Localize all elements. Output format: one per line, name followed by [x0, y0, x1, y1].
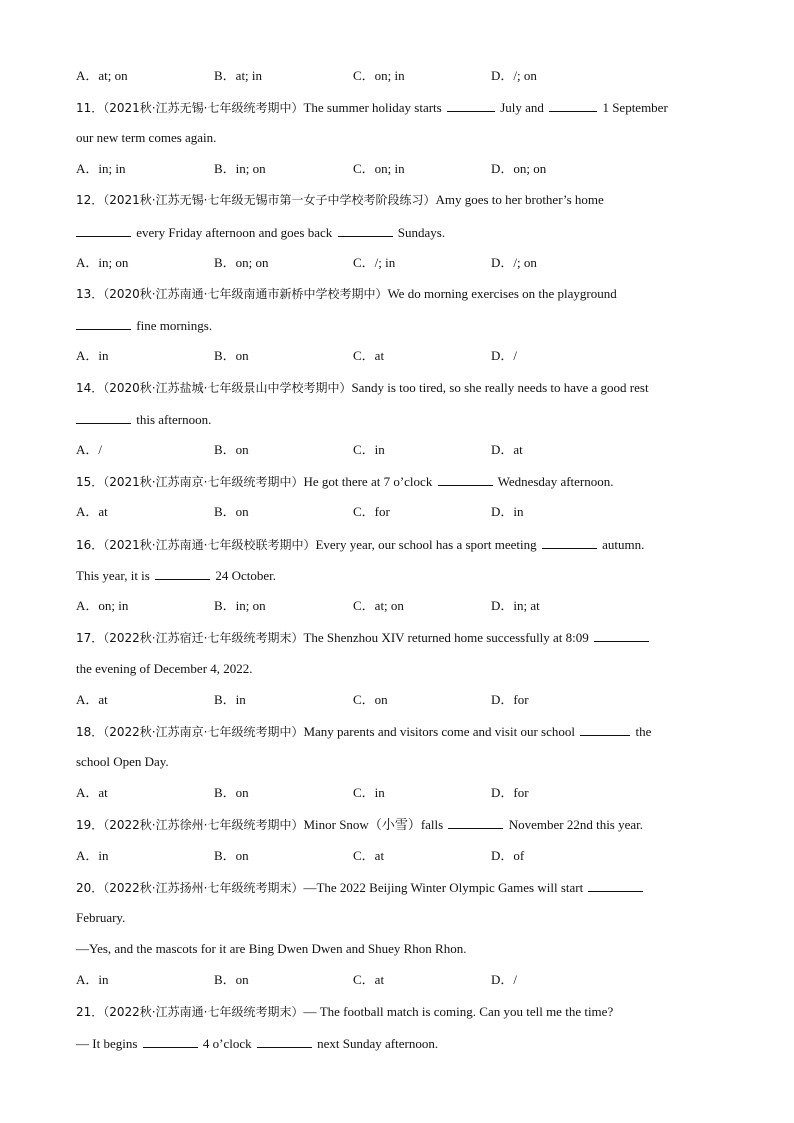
- question-source: 21．（2022秋·江苏南通·七年级统考期末）: [76, 1005, 304, 1019]
- question-text: Minor Snow（小雪）falls: [303, 817, 444, 832]
- question-text: 1 September: [602, 100, 668, 115]
- q14-stem: [76, 380, 734, 396]
- question-text: this afternoon.: [136, 412, 212, 427]
- question-text: the evening of December 4, 2022.: [76, 661, 253, 676]
- question-text: July and: [500, 100, 544, 115]
- option-a[interactable]: A．at: [76, 692, 108, 707]
- answer-blank[interactable]: [549, 99, 597, 112]
- question-text: — It begins: [76, 1036, 138, 1051]
- q17-stem-cont: [76, 661, 734, 677]
- option-b[interactable]: B．on; on: [214, 255, 269, 270]
- question-text: We do morning exercises on the playground: [387, 286, 617, 301]
- question-text: February.: [76, 910, 126, 925]
- option-c[interactable]: C．in: [353, 442, 385, 457]
- q17-stem: [76, 629, 734, 646]
- option-a[interactable]: A．/: [76, 442, 103, 457]
- option-a[interactable]: A．at: [76, 785, 108, 800]
- question-text: fine mornings.: [136, 318, 213, 333]
- option-d[interactable]: D．/; on: [491, 255, 537, 270]
- q11-stem-cont: [76, 130, 734, 146]
- question-source: 13．（2020秋·江苏南通·七年级南通市新桥中学校考期中）: [76, 287, 388, 301]
- question-text: November 22nd this year.: [508, 817, 644, 832]
- option-c[interactable]: C．for: [353, 504, 390, 519]
- option-b[interactable]: B．on: [214, 785, 249, 800]
- option-a[interactable]: A．in: [76, 972, 109, 987]
- option-b[interactable]: B．on: [214, 348, 249, 363]
- option-d[interactable]: D．for: [491, 692, 529, 707]
- q20-stem-cont: [76, 910, 734, 926]
- question-text: Sandy is too tired, so she really needs to have a good rest: [351, 380, 649, 395]
- answer-blank[interactable]: [76, 317, 131, 330]
- option-d[interactable]: D．for: [491, 785, 529, 800]
- q15-stem: [76, 473, 734, 490]
- q11-stem: [76, 99, 734, 116]
- q20-stem-reply: [76, 941, 734, 957]
- answer-blank[interactable]: [447, 99, 495, 112]
- q13-stem-cont: [76, 317, 734, 334]
- option-b[interactable]: B．in; on: [214, 161, 266, 176]
- question-text: Wednesday afternoon.: [497, 474, 614, 489]
- answer-blank[interactable]: [338, 224, 393, 237]
- question-text: 4 o’clock: [202, 1036, 252, 1051]
- answer-blank[interactable]: [438, 473, 493, 486]
- question-source: 11．（2021秋·江苏无锡·七年级统考期中）: [76, 101, 304, 115]
- option-d[interactable]: D．on; on: [491, 161, 547, 176]
- question-source: 17．（2022秋·江苏宿迁·七年级统考期末）: [76, 631, 304, 645]
- question-text: school Open Day.: [76, 754, 169, 769]
- option-c[interactable]: C．on; in: [353, 68, 405, 83]
- answer-blank[interactable]: [594, 629, 649, 642]
- option-b[interactable]: B．in: [214, 692, 246, 707]
- answer-blank[interactable]: [155, 567, 210, 580]
- option-d[interactable]: D．at: [491, 442, 523, 457]
- option-d[interactable]: D．/: [491, 348, 518, 363]
- option-a[interactable]: A．on; in: [76, 598, 129, 613]
- option-b[interactable]: B．on: [214, 442, 249, 457]
- question-text: 24 October.: [215, 568, 277, 583]
- option-a[interactable]: A．in; in: [76, 161, 126, 176]
- answer-blank[interactable]: [448, 816, 503, 829]
- option-b[interactable]: B．at; in: [214, 68, 263, 83]
- question-source: 18．（2022秋·江苏南京·七年级统考期中）: [76, 725, 304, 739]
- question-source: 15．（2021秋·江苏南京·七年级统考期中）: [76, 475, 304, 489]
- option-c[interactable]: C．in: [353, 785, 385, 800]
- answer-blank[interactable]: [143, 1035, 198, 1048]
- question-text: He got there at 7 o’clock: [303, 474, 433, 489]
- option-c[interactable]: C．at: [353, 972, 385, 987]
- option-a[interactable]: A．at: [76, 504, 108, 519]
- question-source: 20．（2022秋·江苏扬州·七年级统考期末）: [76, 881, 304, 895]
- option-d[interactable]: D．of: [491, 848, 525, 863]
- answer-blank[interactable]: [588, 879, 643, 892]
- option-a[interactable]: A．in; on: [76, 255, 129, 270]
- question-text: next Sunday afternoon.: [317, 1036, 439, 1051]
- option-c[interactable]: C．at; on: [353, 598, 404, 613]
- question-text: — The football match is coming. Can you tell me the time?: [303, 1004, 614, 1019]
- option-c[interactable]: C．at: [353, 848, 385, 863]
- question-text: every Friday afternoon and goes back: [136, 225, 333, 240]
- option-b[interactable]: B．on: [214, 504, 249, 519]
- question-text: —The 2022 Beijing Winter Olympic Games will start: [303, 880, 584, 895]
- q16-stem-cont: [76, 567, 734, 584]
- question-text: Amy goes to her brother’s home: [435, 192, 604, 207]
- option-a[interactable]: A．in: [76, 848, 109, 863]
- option-c[interactable]: C．on; in: [353, 161, 405, 176]
- option-c[interactable]: C．/; in: [353, 255, 396, 270]
- q14-stem-cont: [76, 411, 734, 428]
- answer-blank[interactable]: [542, 536, 597, 549]
- question-text: the: [635, 724, 652, 739]
- question-text: our new term comes again.: [76, 130, 217, 145]
- question-text: Sundays.: [397, 225, 446, 240]
- question-text: Many parents and visitors come and visit our school: [303, 724, 575, 739]
- question-text: The Shenzhou XIV returned home successfully at 8:09: [303, 630, 589, 645]
- option-d[interactable]: D．in: [491, 504, 524, 519]
- q19-stem: [76, 816, 734, 833]
- q21-stem: [76, 1004, 734, 1020]
- question-text: Every year, our school has a sport meeting: [315, 537, 537, 552]
- answer-blank[interactable]: [76, 411, 131, 424]
- answer-blank[interactable]: [76, 224, 131, 237]
- question-text: —Yes, and the mascots for it are Bing Dwen Dwen and Shuey Rhon Rhon.: [76, 941, 467, 956]
- q18-stem: [76, 723, 734, 740]
- option-b[interactable]: B．in; on: [214, 598, 266, 613]
- option-a[interactable]: A．in: [76, 348, 109, 363]
- q18-stem-cont: [76, 754, 734, 770]
- question-text: This year, it is: [76, 568, 150, 583]
- question-source: 12．（2021秋·江苏无锡·七年级无锡市第一女子中学校考阶段练习）: [76, 193, 436, 207]
- q13-stem: [76, 286, 734, 302]
- option-b[interactable]: B．on: [214, 972, 249, 987]
- question-source: 16．（2021秋·江苏南通·七年级校联考期中）: [76, 538, 316, 552]
- answer-blank[interactable]: [580, 723, 630, 736]
- question-text: autumn.: [602, 537, 645, 552]
- q12-stem-cont: [76, 224, 734, 241]
- option-a[interactable]: A．at; on: [76, 68, 128, 83]
- option-c[interactable]: C．on: [353, 692, 388, 707]
- option-d[interactable]: D．in; at: [491, 598, 540, 613]
- option-c[interactable]: C．at: [353, 348, 385, 363]
- option-d[interactable]: D．/: [491, 972, 518, 987]
- question-text: The summer holiday starts: [303, 100, 442, 115]
- option-b[interactable]: B．on: [214, 848, 249, 863]
- option-d[interactable]: D．/; on: [491, 68, 537, 83]
- q21-stem-reply: [76, 1035, 734, 1052]
- q20-stem: [76, 879, 734, 896]
- q12-stem: [76, 192, 734, 208]
- answer-blank[interactable]: [257, 1035, 312, 1048]
- question-source: 19．（2022秋·江苏徐州·七年级统考期中）: [76, 818, 304, 832]
- q16-stem: [76, 536, 734, 553]
- question-source: 14．（2020秋·江苏盐城·七年级景山中学校考期中）: [76, 381, 352, 395]
